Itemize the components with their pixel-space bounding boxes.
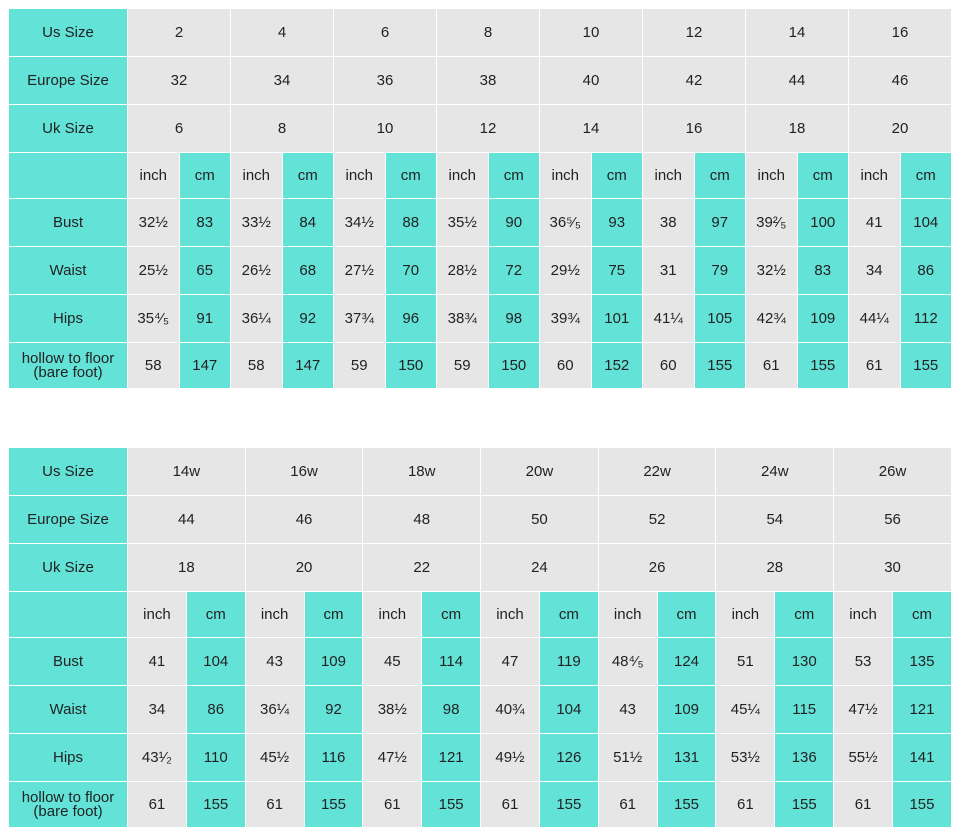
uk-size-cell: 14 xyxy=(540,105,643,153)
europe-size-cell: 56 xyxy=(834,496,952,544)
uk-size-cell: 28 xyxy=(716,544,834,592)
europe-size-cell: 54 xyxy=(716,496,834,544)
floor-cell: 152 xyxy=(591,343,643,389)
hollow-to-floor-row xyxy=(9,343,952,389)
hips-cell: 116 xyxy=(304,734,363,782)
bust-cell: 36⁵⁄₅ xyxy=(540,199,592,247)
hips-cell: 41¼ xyxy=(643,295,695,343)
waist-cell: 34 xyxy=(128,686,187,734)
unit-cell: inch xyxy=(746,153,798,199)
floor-cell: 155 xyxy=(797,343,849,389)
hips-cell: 131 xyxy=(657,734,716,782)
bust-cell: 35½ xyxy=(437,199,489,247)
waist-label: Waist xyxy=(9,686,128,734)
us-size-row xyxy=(9,9,952,57)
plus-size-chart xyxy=(8,447,952,828)
bust-label: Bust xyxy=(9,638,128,686)
us-size-cell: 14w xyxy=(128,448,246,496)
hips-label: Hips xyxy=(9,734,128,782)
waist-cell: 29½ xyxy=(540,247,592,295)
waist-cell: 79 xyxy=(694,247,746,295)
waist-row xyxy=(9,686,952,734)
hips-cell: 42¾ xyxy=(746,295,798,343)
hips-cell: 92 xyxy=(282,295,334,343)
unit-cell: inch xyxy=(437,153,489,199)
plus-chart-body xyxy=(9,448,952,828)
uk-size-cell: 24 xyxy=(481,544,599,592)
bust-label: Bust xyxy=(9,199,128,247)
hips-cell: 36¼ xyxy=(231,295,283,343)
hollow-to-floor-label-line1: hollow to floor xyxy=(21,349,115,367)
unit-cell: cm xyxy=(900,153,952,199)
unit-cell: cm xyxy=(539,592,598,638)
unit-cell: inch xyxy=(363,592,422,638)
europe-size-cell: 38 xyxy=(437,57,540,105)
waist-row xyxy=(9,247,952,295)
us-size-cell: 4 xyxy=(231,9,334,57)
us-size-cell: 2 xyxy=(128,9,231,57)
hips-cell: 112 xyxy=(900,295,952,343)
europe-size-row xyxy=(9,57,952,105)
floor-cell: 155 xyxy=(694,343,746,389)
floor-cell: 147 xyxy=(179,343,231,389)
waist-cell: 70 xyxy=(385,247,437,295)
bust-cell: 104 xyxy=(186,638,245,686)
unit-cell: cm xyxy=(385,153,437,199)
us-size-cell: 14 xyxy=(746,9,849,57)
unit-cell: cm xyxy=(797,153,849,199)
floor-cell: 60 xyxy=(643,343,695,389)
hips-cell: 105 xyxy=(694,295,746,343)
floor-cell: 61 xyxy=(834,782,893,828)
bust-cell: 51 xyxy=(716,638,775,686)
unit-cell: inch xyxy=(540,153,592,199)
uk-size-label: Uk Size xyxy=(9,544,128,592)
floor-cell: 155 xyxy=(775,782,834,828)
floor-cell: 155 xyxy=(539,782,598,828)
waist-cell: 65 xyxy=(179,247,231,295)
europe-size-cell: 48 xyxy=(363,496,481,544)
waist-cell: 115 xyxy=(775,686,834,734)
us-size-cell: 20w xyxy=(481,448,599,496)
bust-cell: 39²⁄₅ xyxy=(746,199,798,247)
waist-cell: 36¼ xyxy=(245,686,304,734)
bust-cell: 97 xyxy=(694,199,746,247)
bust-cell: 33½ xyxy=(231,199,283,247)
us-size-cell: 24w xyxy=(716,448,834,496)
floor-cell: 61 xyxy=(245,782,304,828)
hollow-to-floor-label-line2: (bare foot) xyxy=(33,802,103,820)
waist-cell: 86 xyxy=(186,686,245,734)
unit-cell: cm xyxy=(591,153,643,199)
bust-cell: 124 xyxy=(657,638,716,686)
waist-cell: 47½ xyxy=(834,686,893,734)
standard-chart-body xyxy=(9,9,952,389)
bust-cell: 135 xyxy=(892,638,951,686)
waist-cell: 98 xyxy=(422,686,481,734)
bust-cell: 41 xyxy=(128,638,187,686)
unit-cell: cm xyxy=(186,592,245,638)
us-size-cell: 16w xyxy=(245,448,363,496)
europe-size-cell: 44 xyxy=(746,57,849,105)
uk-size-cell: 30 xyxy=(834,544,952,592)
hips-cell: 109 xyxy=(797,295,849,343)
standard-size-chart xyxy=(8,8,952,389)
waist-cell: 75 xyxy=(591,247,643,295)
bust-cell: 130 xyxy=(775,638,834,686)
uk-size-cell: 10 xyxy=(334,105,437,153)
bust-cell: 32½ xyxy=(128,199,180,247)
uk-size-cell: 26 xyxy=(598,544,716,592)
hips-row xyxy=(9,295,952,343)
waist-cell: 83 xyxy=(797,247,849,295)
floor-cell: 61 xyxy=(716,782,775,828)
hips-cell: 101 xyxy=(591,295,643,343)
hips-cell: 141 xyxy=(892,734,951,782)
europe-size-label: Europe Size xyxy=(9,57,128,105)
hips-cell: 39¾ xyxy=(540,295,592,343)
hips-cell: 121 xyxy=(422,734,481,782)
unit-row xyxy=(9,592,952,638)
europe-size-cell: 50 xyxy=(481,496,599,544)
us-size-cell: 6 xyxy=(334,9,437,57)
unit-cell: inch xyxy=(128,592,187,638)
europe-size-cell: 42 xyxy=(643,57,746,105)
waist-cell: 28½ xyxy=(437,247,489,295)
hips-cell: 91 xyxy=(179,295,231,343)
hips-cell: 55½ xyxy=(834,734,893,782)
hollow-to-floor-label-line1: hollow to floor xyxy=(21,788,115,806)
bust-cell: 43 xyxy=(245,638,304,686)
us-size-cell: 8 xyxy=(437,9,540,57)
europe-size-cell: 40 xyxy=(540,57,643,105)
uk-size-cell: 8 xyxy=(231,105,334,153)
waist-cell: 104 xyxy=(539,686,598,734)
hips-cell: 37¾ xyxy=(334,295,386,343)
uk-size-row xyxy=(9,105,952,153)
uk-size-cell: 20 xyxy=(245,544,363,592)
unit-cell: cm xyxy=(179,153,231,199)
bust-cell: 53 xyxy=(834,638,893,686)
us-size-cell: 10 xyxy=(540,9,643,57)
floor-cell: 58 xyxy=(128,343,180,389)
europe-size-row xyxy=(9,496,952,544)
europe-size-cell: 46 xyxy=(849,57,952,105)
waist-cell: 40¾ xyxy=(481,686,540,734)
unit-row xyxy=(9,153,952,199)
floor-cell: 150 xyxy=(488,343,540,389)
uk-size-cell: 20 xyxy=(849,105,952,153)
bust-cell: 93 xyxy=(591,199,643,247)
hips-cell: 49½ xyxy=(481,734,540,782)
hollow-to-floor-label xyxy=(9,343,128,389)
unit-cell: cm xyxy=(282,153,334,199)
hips-cell: 43¹⁄₂ xyxy=(128,734,187,782)
floor-cell: 61 xyxy=(363,782,422,828)
floor-cell: 155 xyxy=(657,782,716,828)
waist-cell: 38½ xyxy=(363,686,422,734)
bust-cell: 48⁴⁄₅ xyxy=(598,638,657,686)
waist-cell: 43 xyxy=(598,686,657,734)
unit-cell: inch xyxy=(643,153,695,199)
uk-size-row xyxy=(9,544,952,592)
floor-cell: 61 xyxy=(746,343,798,389)
floor-cell: 155 xyxy=(892,782,951,828)
unit-cell: inch xyxy=(481,592,540,638)
bust-row xyxy=(9,638,952,686)
bust-cell: 88 xyxy=(385,199,437,247)
waist-cell: 31 xyxy=(643,247,695,295)
waist-cell: 68 xyxy=(282,247,334,295)
waist-cell: 27½ xyxy=(334,247,386,295)
hips-cell: 47½ xyxy=(363,734,422,782)
europe-size-cell: 52 xyxy=(598,496,716,544)
floor-cell: 61 xyxy=(849,343,901,389)
hips-cell: 51½ xyxy=(598,734,657,782)
bust-cell: 47 xyxy=(481,638,540,686)
hollow-to-floor-label-line2: (bare foot) xyxy=(33,363,103,381)
hips-cell: 98 xyxy=(488,295,540,343)
hips-cell: 45½ xyxy=(245,734,304,782)
hips-cell: 96 xyxy=(385,295,437,343)
uk-size-cell: 6 xyxy=(128,105,231,153)
unit-cell: inch xyxy=(128,153,180,199)
uk-size-cell: 16 xyxy=(643,105,746,153)
unit-cell: inch xyxy=(231,153,283,199)
unit-row-blank-label xyxy=(9,153,128,199)
us-size-label: Us Size xyxy=(9,448,128,496)
bust-cell: 119 xyxy=(539,638,598,686)
uk-size-label: Uk Size xyxy=(9,105,128,153)
floor-cell: 59 xyxy=(437,343,489,389)
bust-cell: 41 xyxy=(849,199,901,247)
waist-cell: 92 xyxy=(304,686,363,734)
unit-cell: inch xyxy=(849,153,901,199)
uk-size-cell: 18 xyxy=(746,105,849,153)
floor-cell: 61 xyxy=(128,782,187,828)
unit-cell: inch xyxy=(245,592,304,638)
waist-cell: 32½ xyxy=(746,247,798,295)
bust-cell: 114 xyxy=(422,638,481,686)
europe-size-cell: 34 xyxy=(231,57,334,105)
europe-size-cell: 44 xyxy=(128,496,246,544)
floor-cell: 59 xyxy=(334,343,386,389)
hips-cell: 38¾ xyxy=(437,295,489,343)
bust-row xyxy=(9,199,952,247)
bust-cell: 100 xyxy=(797,199,849,247)
unit-cell: cm xyxy=(657,592,716,638)
bust-cell: 84 xyxy=(282,199,334,247)
unit-cell: cm xyxy=(694,153,746,199)
bust-cell: 109 xyxy=(304,638,363,686)
unit-cell: cm xyxy=(892,592,951,638)
unit-cell: inch xyxy=(834,592,893,638)
us-size-cell: 16 xyxy=(849,9,952,57)
hollow-to-floor-label xyxy=(9,782,128,828)
unit-row-blank-label xyxy=(9,592,128,638)
bust-cell: 34½ xyxy=(334,199,386,247)
floor-cell: 155 xyxy=(422,782,481,828)
hips-cell: 53½ xyxy=(716,734,775,782)
bust-cell: 83 xyxy=(179,199,231,247)
floor-cell: 155 xyxy=(186,782,245,828)
waist-cell: 45¼ xyxy=(716,686,775,734)
hips-label: Hips xyxy=(9,295,128,343)
unit-cell: cm xyxy=(304,592,363,638)
us-size-cell: 26w xyxy=(834,448,952,496)
hips-cell: 136 xyxy=(775,734,834,782)
waist-cell: 109 xyxy=(657,686,716,734)
floor-cell: 61 xyxy=(598,782,657,828)
unit-cell: inch xyxy=(716,592,775,638)
bust-cell: 90 xyxy=(488,199,540,247)
us-size-cell: 12 xyxy=(643,9,746,57)
hips-cell: 44¼ xyxy=(849,295,901,343)
bust-cell: 45 xyxy=(363,638,422,686)
hips-cell: 126 xyxy=(539,734,598,782)
us-size-row xyxy=(9,448,952,496)
europe-size-cell: 36 xyxy=(334,57,437,105)
unit-cell: cm xyxy=(422,592,481,638)
floor-cell: 60 xyxy=(540,343,592,389)
waist-label: Waist xyxy=(9,247,128,295)
unit-cell: cm xyxy=(775,592,834,638)
hips-cell: 35⁴⁄₅ xyxy=(128,295,180,343)
floor-cell: 150 xyxy=(385,343,437,389)
floor-cell: 61 xyxy=(481,782,540,828)
waist-cell: 26½ xyxy=(231,247,283,295)
hips-cell: 110 xyxy=(186,734,245,782)
waist-cell: 25½ xyxy=(128,247,180,295)
us-size-label: Us Size xyxy=(9,9,128,57)
bust-cell: 104 xyxy=(900,199,952,247)
waist-cell: 72 xyxy=(488,247,540,295)
waist-cell: 86 xyxy=(900,247,952,295)
floor-cell: 147 xyxy=(282,343,334,389)
hollow-to-floor-row xyxy=(9,782,952,828)
us-size-cell: 18w xyxy=(363,448,481,496)
hips-row xyxy=(9,734,952,782)
uk-size-cell: 22 xyxy=(363,544,481,592)
europe-size-cell: 32 xyxy=(128,57,231,105)
floor-cell: 58 xyxy=(231,343,283,389)
europe-size-label: Europe Size xyxy=(9,496,128,544)
uk-size-cell: 18 xyxy=(128,544,246,592)
unit-cell: inch xyxy=(598,592,657,638)
waist-cell: 121 xyxy=(892,686,951,734)
waist-cell: 34 xyxy=(849,247,901,295)
bust-cell: 38 xyxy=(643,199,695,247)
unit-cell: inch xyxy=(334,153,386,199)
floor-cell: 155 xyxy=(900,343,952,389)
uk-size-cell: 12 xyxy=(437,105,540,153)
floor-cell: 155 xyxy=(304,782,363,828)
unit-cell: cm xyxy=(488,153,540,199)
us-size-cell: 22w xyxy=(598,448,716,496)
europe-size-cell: 46 xyxy=(245,496,363,544)
